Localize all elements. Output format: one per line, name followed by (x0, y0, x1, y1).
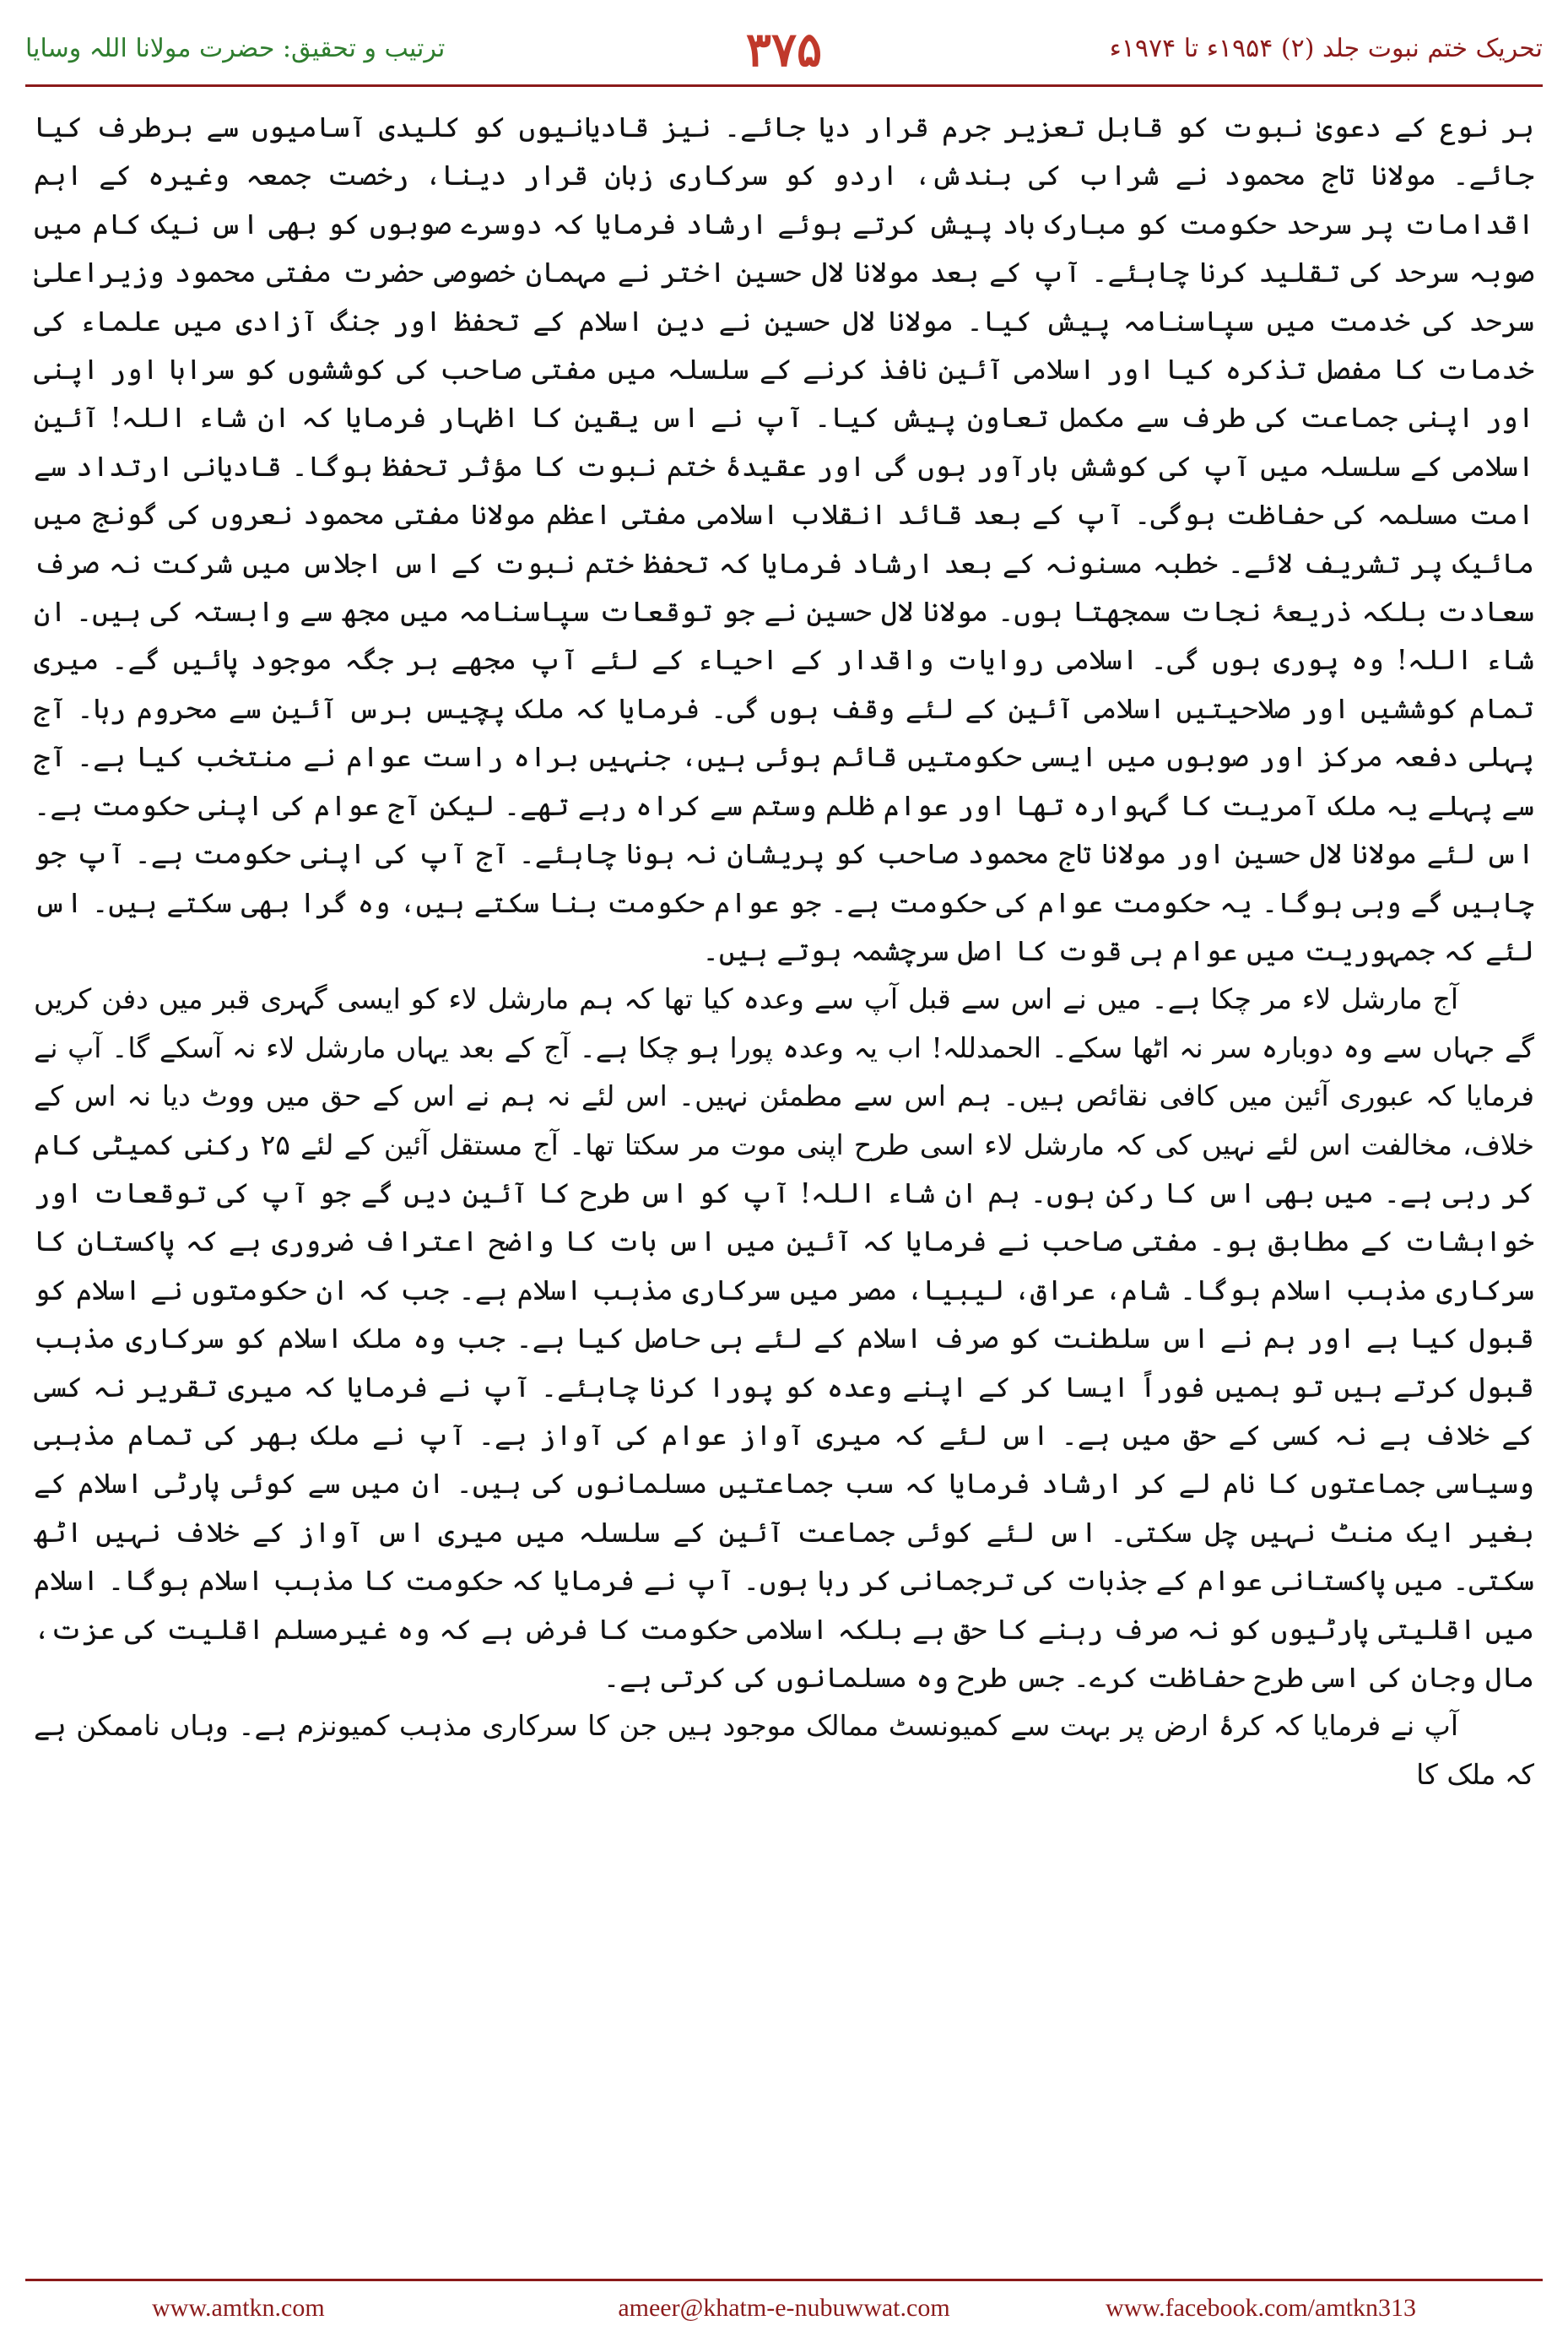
header-divider (25, 84, 1543, 87)
website-link[interactable]: www.amtkn.com (152, 2294, 325, 2322)
page-header (25, 22, 1543, 84)
paragraph: آج مارشل لاء مر چکا ہے۔ میں نے اس سے قبل آپ سے وعدہ کیا تھا کہ ہم مارشل لاء کو ایسی گہری قبر میں دفن کریں گے جہاں سے وہ دوبارہ سر نہ اٹھا سکے۔ الحمدللہ! اب یہ وعدہ پورا ہو چکا ہے۔ آج کے بعد یہاں مارشل لاء نہ آسکے گا۔ آپ نے فرمایا کہ عبوری آئین میں کافی نقائص ہیں۔ ہم اس سے مطمئن نہیں۔ اس لئے نہ ہم نے اس کے حق میں ووٹ دیا نہ اس کے خلاف، مخالفت اس لئے نہیں کی کہ مارشل لاء اسی طرح اپنی موت مر سکتا تھا۔ آج مستقل آئین کے لئے ۲۵ رکنی کمیٹی کام کر رہی ہے۔ میں بھی اس کا رکن ہوں۔ ہم ان شاء اللہ! آپ کو اس طرح کا آئین دیں گے جو آپ کی توقعات اور خواہشات کے مطابق ہو۔ مفتی صاحب نے فرمایا کہ آئین میں اس بات کا واضح اعتراف ضروری ہے کہ پاکستان کا سرکاری مذہب اسلام ہوگا۔ شام، عراق، لیبیا، مصر میں سرکاری مذہب اسلام ہے۔ جب کہ ان حکومتوں نے اسلام کو قبول کیا ہے اور ہم نے اس سلطنت کو صرف اسلام کے لئے ہی حاصل کیا ہے۔ جب وہ ملک اسلام کو سرکاری مذہب قبول کرتے ہیں تو ہمیں فوراً ایسا کر کے اپنے وعدہ کو پورا کرنا چاہئے۔ آپ نے فرمایا کہ میری تقریر نہ کسی کے خلاف ہے نہ کسی کے حق میں ہے۔ اس لئے کہ میری آواز عوام کی آواز ہے۔ آپ نے ملک بھر کی تمام مذہبی وسیاسی جماعتوں کا نام لے کر ارشاد فرمایا کہ سب جماعتیں مسلمانوں کی ہیں۔ ان میں سے کوئی پارٹی اسلام کے بغیر ایک منٹ نہیں چل سکتی۔ اس لئے کوئی جماعت آئین کے سلسلہ میں میری اس آواز کے خلاف نہیں اٹھ سکتی۔ میں پاکستانی عوام کے جذبات کی ترجمانی کر رہا ہوں۔ آپ نے فرمایا کہ حکومت کا مذہب اسلام ہوگا۔ اسلام میں اقلیتی پارٹیوں کو نہ صرف رہنے کا حق ہے بلکہ اسلامی حکومت کا فرض ہے کہ وہ غیرمسلم اقلیت کی عزت، مال وجان کی اسی طرح حفاظت کرے۔ جس طرح وہ مسلمانوں کی کرتی ہے۔ (34, 982, 1534, 1694)
page-footer (25, 2289, 1543, 2331)
paragraph: آپ نے فرمایا کہ کرۂ ارض پر بہت سے کمیونسٹ ممالک موجود ہیں جن کا سرکاری مذہب کمیونزم ہے۔ وہاں ناممکن ہے کہ ملک کا (34, 1709, 1534, 1791)
book-title: تحریک ختم نبوت جلد (۲) ۱۹۵۴ء تا ۱۹۷۴ء (1109, 34, 1543, 63)
email-link[interactable]: ameer@khatm-e-nubuwwat.com (618, 2294, 950, 2322)
footer-divider (25, 2279, 1543, 2281)
facebook-link[interactable]: www.facebook.com/amtkn313 (1106, 2294, 1416, 2322)
page-number: ۳۷۵ (745, 22, 823, 78)
body-text (34, 103, 1534, 1798)
compiler-credit: ترتیب و تحقیق: حضرت مولانا اللہ وسایا (25, 34, 446, 63)
paragraph: ہر نوع کے دعویٰ نبوت کو قابل تعزیر جرم قرار دیا جائے۔ نیز قادیانیوں کو کلیدی آسامیوں سے برطرف کیا جائے۔ مولانا تاج محمود نے شراب کی بندش، اردو کو سرکاری زبان قرار دینا، رخصت جمعہ وغیرہ کے اہم اقدامات پر سرحد حکومت کو مبارک باد پیش کرتے ہوئے ارشاد فرمایا کہ دوسرے صوبوں کو بھی اس نیک کام میں صوبہ سرحد کی تقلید کرنا چاہئے۔ آپ کے بعد مولانا لال حسین اختر نے مہمان خصوصی حضرت مفتی محمود وزیراعلیٰ سرحد کی خدمت میں سپاسنامہ پیش کیا۔ مولانا لال حسین نے دین اسلام کے تحفظ اور جنگ آزادی میں علماء کی خدمات کا مفصل تذکرہ کیا اور اسلامی آئین نافذ کرنے کے سلسلہ میں مفتی صاحب کی کوششوں کو سراہا اور اپنی اور اپنی جماعت کی طرف سے مکمل تعاون پیش کیا۔ آپ نے اس یقین کا اظہار فرمایا کہ ان شاء اللہ! آئین اسلامی کے سلسلہ میں آپ کی کوشش بارآور ہوں گی اور عقیدۂ ختم نبوت کا مؤثر تحفظ ہوگا۔ قادیانی ارتداد سے امت مسلمہ کی حفاظت ہوگی۔ آپ کے بعد قائد انقلاب اسلامی مفتی اعظم مولانا مفتی محمود نعروں کی گونج میں مائیک پر تشریف لائے۔ خطبہ مسنونہ کے بعد ارشاد فرمایا کہ تحفظ ختم نبوت کے اس اجلاس میں شرکت نہ صرف سعادت بلکہ ذریعۂ نجات سمجھتا ہوں۔ مولانا لال حسین نے جو توقعات سپاسنامہ میں مجھ سے وابستہ کی ہیں۔ ان شاء اللہ! وہ پوری ہوں گی۔ اسلامی روایات واقدار کے احیاء کے لئے آپ مجھے ہر جگہ موجود پائیں گے۔ میری تمام کوششیں اور صلاحیتیں اسلامی آئین کے لئے وقف ہوں گی۔ فرمایا کہ ملک پچیس برس آئین سے محروم رہا۔ آج پہلی دفعہ مرکز اور صوبوں میں ایسی حکومتیں قائم ہوئی ہیں، جنہیں براہ راست عوام نے منتخب کیا ہے۔ آج سے پہلے یہ ملک آمریت کا گہوارہ تھا اور عوام ظلم وستم سے کراہ رہے تھے۔ لیکن آج عوام کی اپنی حکومت ہے۔ اس لئے مولانا لال حسین اور مولانا تاج محمود صاحب کو پریشان نہ ہونا چاہئے۔ آج آپ کی اپنی حکومت ہے۔ آپ جو چاہیں گے وہی ہوگا۔ یہ حکومت عوام کی حکومت ہے۔ جو عوام حکومت بنا سکتے ہیں، وہ گرا بھی سکتے ہیں۔ اس لئے کہ جمہوریت میں عوام ہی قوت کا اصل سرچشمہ ہوتے ہیں۔ (34, 111, 1534, 967)
